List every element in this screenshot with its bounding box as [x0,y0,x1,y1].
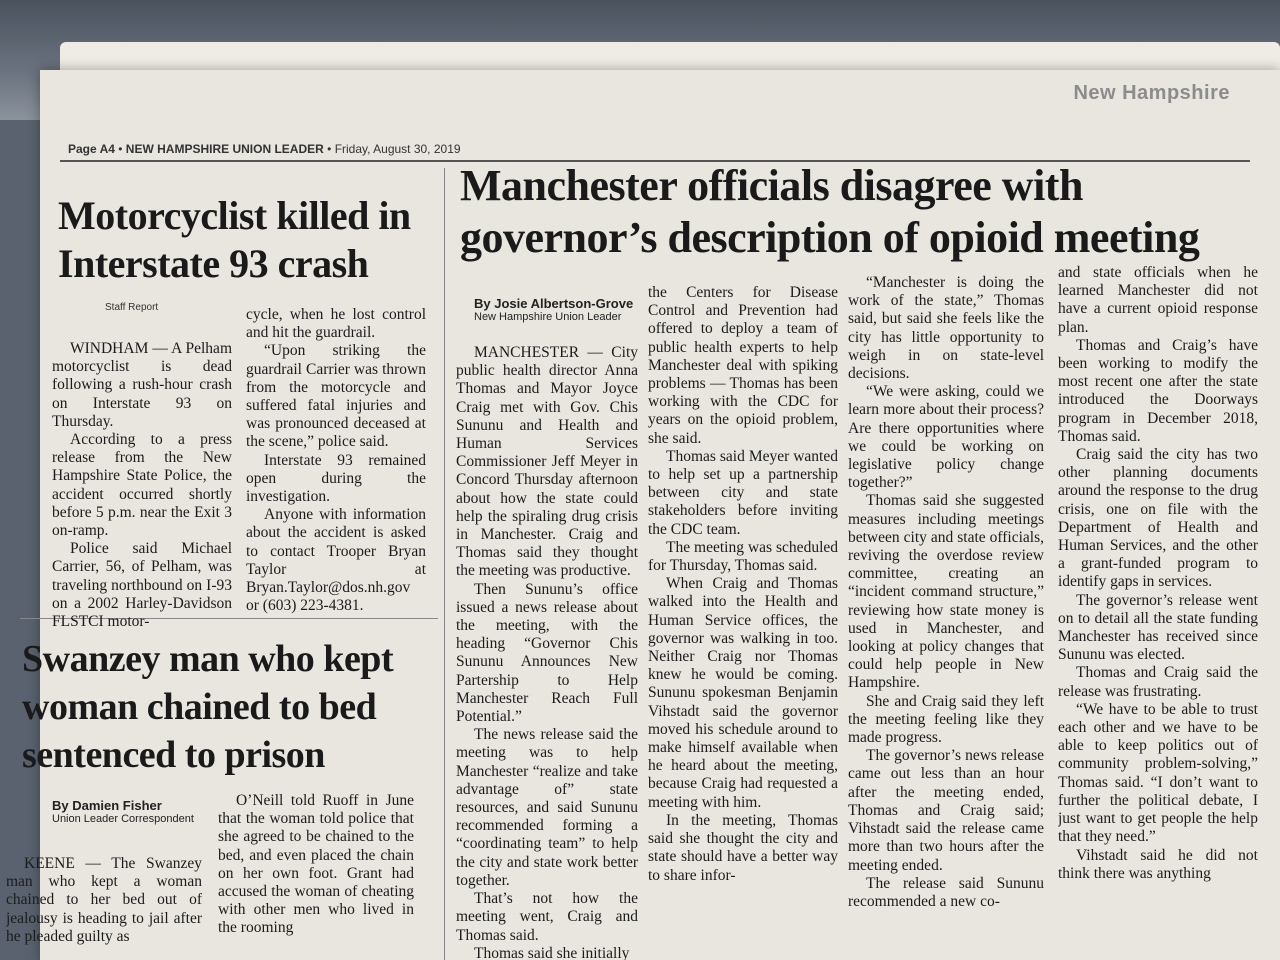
paragraph: Thomas and Craig said the release was frustrating. [1058,664,1258,700]
paper-name: NEW HAMPSHIRE UNION LEADER [125,142,324,156]
paragraph: When Craig and Thomas walked into the Health and Human Service offices, the governor was walking in too. Neither Craig nor Thomas knew he would be coming. Sununu spokesman Benjamin Vihstadt said the governor moved his schedule around to make himself available when he heard about the meeting, because Craig had requested a meeting with him. [648,575,838,811]
author-name: By Damien Fisher [52,798,162,813]
story2-headline: Manchester officials disagree with governor’s description of opioid meeting [460,161,1200,262]
paragraph: The governor’s release went on to detail all the state funding Manchester has received since Sununu was elected. [1058,591,1258,664]
story1-headline: Motorcyclist killed in Interstate 93 crash [58,193,411,286]
paragraph: Police said Michael Carrier, 56, of Pelham, was traveling northbound on I-93 on a 2002 Harley-Davidson FLSTCI motor- [52,540,232,631]
story2-column-4 [1058,264,1258,960]
paragraph: Then Sununu’s office issued a news release about the meeting, with the heading “Governor Chis Sununu Announces New Partership to Help Manchester Reach Full Potential.” [456,580,638,726]
story3-byline [52,798,194,825]
paragraph: The meeting was scheduled for Thursday, Thomas said. [648,538,838,575]
paragraph: “We were asking, could we learn more about their process? Are there opportunities where we could be working on legislative policy change together?” [848,383,1044,492]
story3-column-2 [218,792,414,960]
paragraph: The news release said the meeting was to help Manchester “realize and take advantage of” state resources, and said Sununu recommended forming a “coordinating team” to help the city and state work better together. [456,726,638,889]
issue-date: Friday, August 30, 2019 [334,142,461,156]
author-affiliation: New Hampshire Union Leader [474,311,622,323]
paragraph: Craig said the city has two other planning documents around the response to the drug crisis, one on file with the Department of Health and Human Services, and the other a grant-funded program to identify gaps in services. [1058,446,1258,591]
paragraph: “We have to be able to trust each other and we have to be able to keep politics out of community problem-solving,” Thomas said. “I don’t want to further the political debate, I just want to get people the help that they need.” [1058,700,1258,846]
paragraph: “Upon striking the guardrail Carrier was thrown from the motorcycle and suffered fatal injuries and was pronounced deceased at the scene,” police said. [246,342,426,451]
paragraph: According to a press release from the New Hampshire State Police, the accident occurred shortly before 5 p.m. near the Exit 3 on-ramp. [52,431,232,540]
story2-column-3 [848,274,1044,960]
story2-byline [474,296,633,323]
paragraph: WINDHAM — A Pelham motorcyclist is dead following a rush-hour crash on Interstate 93 on Thursday. [52,340,232,430]
paragraph: and state officials when he learned Manchester did not have a current opioid response plan. [1058,264,1258,336]
column-divider [444,168,445,960]
paragraph: Vihstadt said he did not think there was anything [1058,846,1258,882]
story1-column-1 [52,340,232,631]
paragraph: The release said Sununu recommended a new co- [848,874,1044,910]
paragraph: Anyone with information about the accident is asked to contact Trooper Bryan Taylor at Bryan.Taylor@dos.nh.gov or (603) 223-4381. [246,506,426,615]
story3-column-1 [6,855,202,960]
section-label: New Hampshire [1073,82,1230,104]
paragraph: The governor’s news release came out less than an hour after the meeting ended, Thomas and Craig said; Vihstadt said the release came more than two hours after the meeting ended. [848,747,1044,874]
story1-byline: Staff Report [105,302,159,313]
paragraph: Interstate 93 remained open during the investigation. [246,451,426,506]
paragraph: That’s not how the meeting went, Craig and Thomas said. [456,890,638,944]
paragraph: the Centers for Disease Control and Prevention had offered to deploy a team of public health experts to help Manchester deal with spiking problems — Thomas has been working with the CDC for years on the opioid problem, she said. [648,284,838,447]
story3-headline: Swanzey man who kept woman chained to bed sentenced to prison [22,638,394,776]
paragraph: She and Craig said they left the meeting feeling like they made progress. [848,692,1044,747]
paragraph: Thomas said she initially [474,944,630,960]
paragraph: “Manchester is doing the work of the state,” Thomas said, but said she feels like the city has little opportunity to weigh in on state-level decisions. [848,274,1044,383]
story2-column-1 [456,344,638,960]
page-number: Page A4 [68,142,115,156]
paragraph: cycle, when he lost control and hit the guardrail. [246,306,426,342]
story1-column-2 [246,306,426,615]
paragraph: MANCHESTER — City public health director Anna Thomas and Mayor Joyce Craig met with Gov. Chis Sununu and Health and Human Services Commissioner Jeff Meyer in Concord Thursday afternoon about how the state could help the spiraling drug crisis in Manchester. Craig and Thomas said they thought the meeting was productive. [456,344,638,580]
paragraph: In the meeting, Thomas said she thought the city and state should have a better way to share infor- [648,811,838,884]
page-folio: Page A4 • NEW HAMPSHIRE UNION LEADER • Friday, August 30, 2019 [68,142,461,156]
paragraph: Thomas and Craig’s have been working to modify the most recent one after the state introduced the Doorways program in December 2018, Thomas said. [1058,336,1258,445]
paragraph: KEENE — The Swanzey man who kept a woman chained to her bed out of jealousy is heading to jail after he pleaded guilty as [6,855,202,945]
story2-column-2 [648,284,838,960]
paragraph: Thomas said she suggested measures including meetings between city and state officials, reviving the overdose review committee, creating an “incident command structure,” reviewing how state money is used in Manchester, and looking at policy changes that could help people in New Hampshire. [848,492,1044,692]
author-name: By Josie Albertson-Grove [474,296,634,311]
paragraph: O’Neill told Ruoff in June that the woman told police that she agreed to be chained to the bed, and even placed the chain on her own foot. Grant had accused the woman of cheating with other men who lived in the rooming [218,792,414,937]
paragraph: Thomas said Meyer wanted to help set up a partnership between city and state stakeholders before inviting the CDC team. [648,447,838,538]
author-affiliation: Union Leader Correspondent [52,813,194,825]
